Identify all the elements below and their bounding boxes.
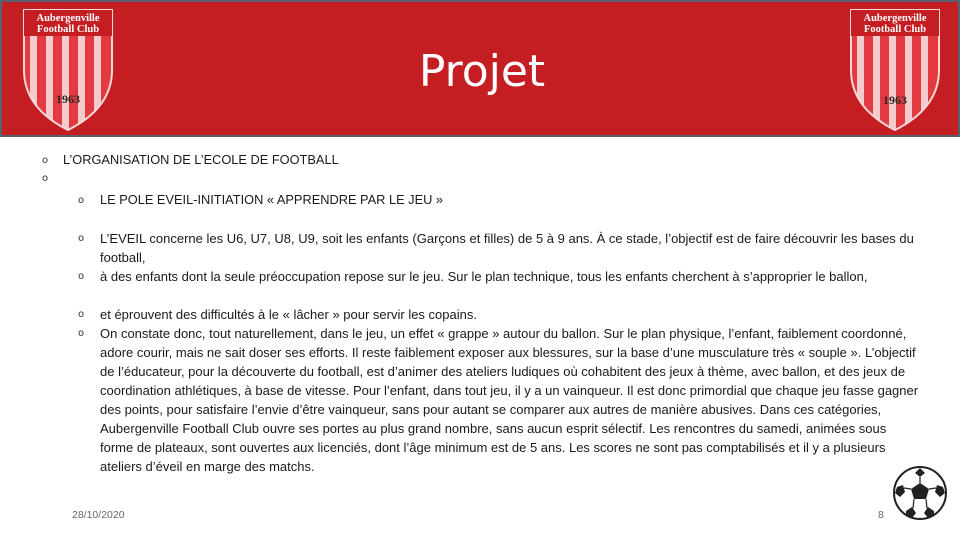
club-year: 1963 bbox=[56, 92, 80, 106]
bullet-marker: o bbox=[42, 155, 49, 166]
soccer-ball-icon bbox=[892, 465, 948, 521]
bullet-marker: o bbox=[78, 233, 85, 244]
slide-title: Projet bbox=[418, 46, 546, 97]
paragraph-eveil: L’EVEIL concerne les U6, U7, U8, U9, soit les enfants (Garçons et filles) de 5 à 9 ans. À ce stade, l’objectif est de faire découvrir les bases du football, bbox=[100, 231, 914, 265]
bullet-marker: o bbox=[42, 173, 49, 184]
bullet-marker: o bbox=[78, 328, 85, 339]
footer-date: 28/10/2020 bbox=[72, 509, 125, 521]
bullet-marker: o bbox=[78, 271, 85, 282]
paragraph-technique: à des enfants dont la seule préoccupation repose sur le jeu. Sur le plan technique, tous les enfants cherchent à s’approprier le ballon, bbox=[100, 269, 868, 284]
club-name-line2: Football Club bbox=[36, 24, 100, 35]
paragraph-lacher: et éprouvent des difficultés à le « lâcher » pour servir les copains. bbox=[100, 307, 477, 322]
club-name-line1: Aubergenville bbox=[36, 13, 100, 24]
section-heading: L’ORGANISATION DE L’ECOLE DE FOOTBALL bbox=[63, 152, 339, 167]
bullet-marker: o bbox=[78, 195, 85, 206]
subsection-heading: LE POLE EVEIL-INITIATION « APPRENDRE PAR LE JEU » bbox=[100, 192, 444, 207]
paragraph-grappe: On constate donc, tout naturellement, dans le jeu, un effet « grappe » autour du ballon. Sur le plan physique, l’enfant, faiblement coordonné, adore courir, mais ne sait doser ses efforts. Il reste faiblement exposer aux blessures, sur la base d’une musculature très « souple ». L’objectif de l’éducateur, pour la découverte du football, est d’animer des ateliers ludiques où cohabitent des jeux à thème, avec ballon, et des jeux de coordination athlétiques, à base de vitesse. Pour l’enfant, dans tout jeu, il y a un vainqueur. Il est donc primordial que chaque jeu fasse gagner des points, pour satisfaire l’envie d’être vainqueur, sans pour autant se comparer aux autres de manière abusives. Dans ces catégories, Aubergenville Football Club ouvre ses portes au plus grand nombre, sans aucun esprit sélectif. Les rencontres du samedi, animées sous forme de plateaux, sont ouvertes aux licenciés, dont l’âge minimum est de 5 ans. Les scores ne sont pas comptabilisés et il y a plusieurs ateliers d’éveil en marge des matchs. bbox=[100, 326, 919, 474]
club-name-line1: Aubergenville bbox=[863, 13, 927, 24]
club-name-line2: Football Club bbox=[863, 24, 927, 35]
slide-number: 8 bbox=[878, 509, 884, 521]
bullet-marker: o bbox=[78, 309, 85, 320]
club-year: 1963 bbox=[883, 93, 907, 107]
